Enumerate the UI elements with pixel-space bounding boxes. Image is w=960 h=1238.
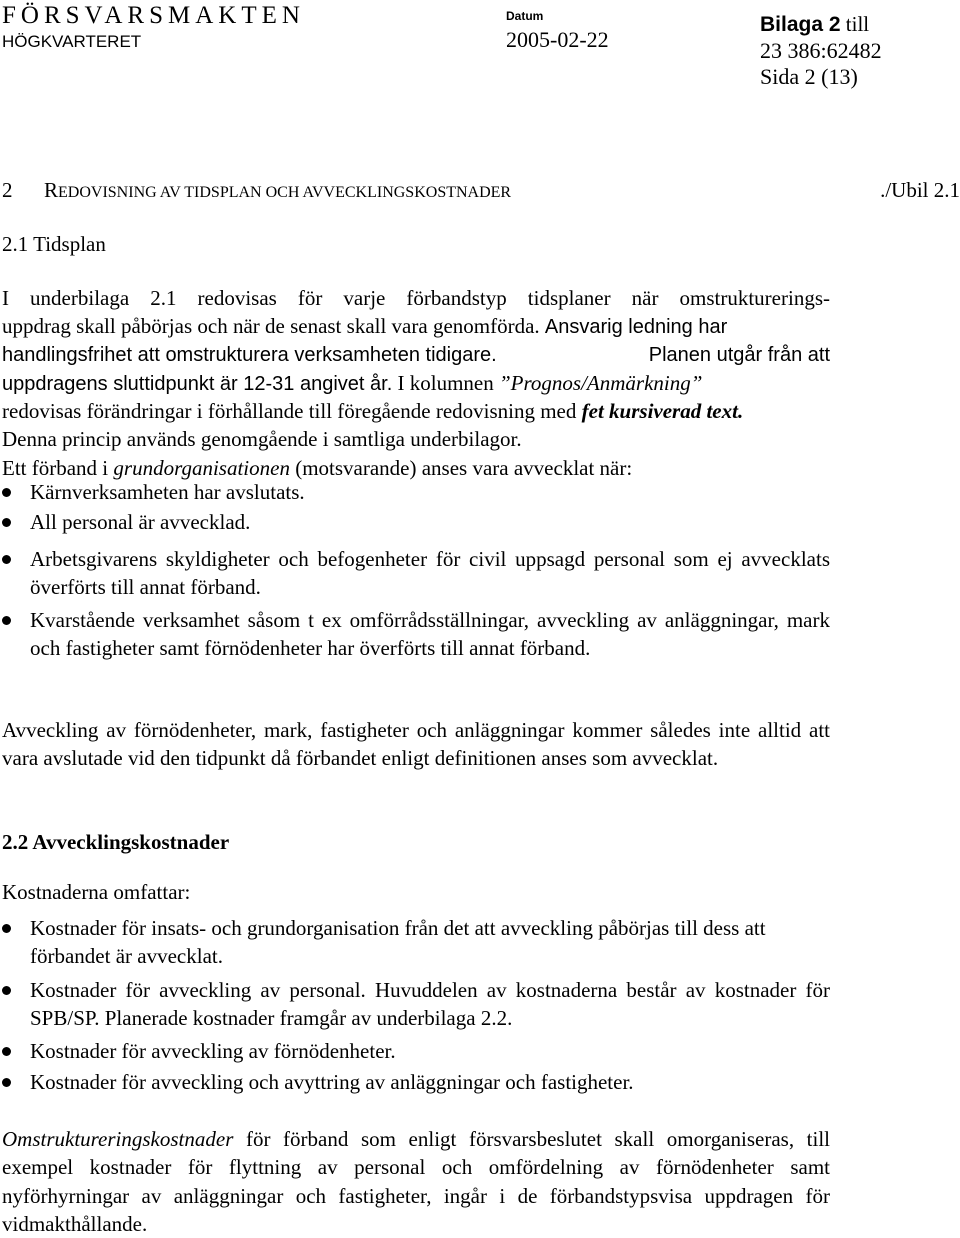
bilaga-bold: Bilaga 2 bbox=[760, 13, 841, 36]
section-title-first: R bbox=[44, 178, 59, 202]
paragraph-text: I kolumnen bbox=[397, 370, 494, 395]
omstrukturering-paragraph bbox=[2, 1125, 830, 1238]
department-name: HÖGKVARTERET bbox=[2, 32, 142, 51]
column-name-italic: ”Prognos/Anmärkning” bbox=[499, 370, 703, 395]
list-item: Kvarstående verksamhet såsom t ex omförrådsställningar, avveckling av anläggningar, mark och fastigheter samt förnödenheter har överförts till annat förband. bbox=[30, 608, 830, 661]
bullet-icon bbox=[2, 1078, 11, 1087]
paragraph-line: handlingsfrihet att omstrukturera verksamheten tidigare. bbox=[2, 343, 497, 366]
paragraph-text: uppdrag skall påbörjas och när de senast skall vara genomförda. bbox=[2, 314, 540, 339]
bullet-icon bbox=[2, 518, 11, 527]
paragraph-line: I underbilaga 2.1 redovisas för varje förbandstyp tidsplaner när omstrukturerings- bbox=[2, 286, 830, 310]
paragraph-text-sans: Planen utgår från att bbox=[648, 343, 830, 366]
paragraph-line bbox=[2, 369, 830, 397]
list-item: Kostnader för insats- och grundorganisation från det att avveckling påbörjas till dess att förbandet är avvecklat. bbox=[30, 916, 766, 969]
list-item: Kärnverksamheten har avslutats. bbox=[30, 480, 305, 504]
avveckling-paragraph: Avveckling av förnödenheter, mark, fastigheter och anläggningar kommer således inte alltid att vara avslutade vid den tidpunkt då förbandet enligt definitionen anses som avvecklat. bbox=[2, 718, 830, 771]
organization-name: FÖRSVARSMAKTEN bbox=[2, 2, 305, 29]
paragraph-text-sans: Ansvarig ledning har bbox=[544, 316, 728, 339]
list-item: Arbetsgivarens skyldigheter och befogenheter för civil uppsagd personal som ej avvecklats överförts till annat förband. bbox=[30, 547, 830, 600]
bullet-icon bbox=[2, 1047, 11, 1056]
paragraph-text: Ett förband i bbox=[2, 455, 109, 480]
costs-intro: Kostnaderna omfattar: bbox=[2, 880, 191, 904]
section-reference: ./Ubil 2.1 bbox=[880, 178, 960, 202]
date-label: Datum bbox=[506, 9, 544, 23]
paragraph-text: redovisas förändringar i förhållande till föregående redovisning med bbox=[2, 399, 577, 424]
bold-italic-text: fet kursiverad text. bbox=[581, 399, 744, 424]
bullet-icon bbox=[2, 924, 11, 933]
paragraph-line bbox=[2, 397, 830, 425]
italic-term: Omstruktureringskostnader bbox=[2, 1127, 234, 1151]
paragraph-line: Denna princip används genomgående i samtliga underbilagor. bbox=[2, 427, 522, 452]
bullet-icon bbox=[2, 488, 11, 497]
date-value: 2005-02-22 bbox=[506, 27, 609, 52]
bilaga-rest: till bbox=[840, 12, 870, 36]
paragraph-text: (motsvarande) anses vara avvecklat när: bbox=[295, 455, 633, 480]
section-title-rest: EDOVISNING AV TIDSPLAN OCH AVVECKLINGSKOSTNADER bbox=[58, 184, 512, 201]
page-number: Sida 2 (13) bbox=[760, 64, 858, 89]
tidsplan-paragraph bbox=[2, 284, 830, 482]
list-item: All personal är avvecklad. bbox=[30, 510, 251, 534]
bilaga-label bbox=[760, 12, 869, 37]
list-item: Kostnader för avveckling av förnödenheter. bbox=[30, 1039, 396, 1063]
paragraph-text: för förband som enligt försvarsbeslutet skall omorganiseras, till exempel kostnader för flyttning av personal och omfördelning av förnödenheter samt nyförhyrningar av anläggningar och fastigheter, ingår i de förbandstypsvisa uppdragen för vidmakthållande. bbox=[2, 1127, 831, 1236]
bullet-icon bbox=[2, 616, 11, 625]
section-number: 2 bbox=[2, 178, 13, 202]
list-item: Kostnader för avveckling och avyttring av anläggningar och fastigheter. bbox=[30, 1070, 634, 1094]
section-heading bbox=[2, 178, 511, 203]
paragraph-text-sans: uppdragens sluttidpunkt är 12-31 angivet år. bbox=[2, 372, 393, 395]
paragraph-line bbox=[2, 312, 830, 340]
italic-term: grundorganisationen bbox=[113, 455, 290, 480]
list-item: Kostnader för avveckling av personal. Huvuddelen av kostnaderna består av kostnader för SPB/SP. Planerade kostnader framgår av underbilaga 2.2. bbox=[30, 978, 830, 1031]
bullet-icon bbox=[2, 986, 11, 995]
subsection-title-tidsplan: 2.1 Tidsplan bbox=[2, 232, 106, 256]
subsection-title-avvecklingskostnader: 2.2 Avvecklingskostnader bbox=[2, 830, 230, 854]
reference-number: 23 386:62482 bbox=[760, 38, 882, 63]
bullet-icon bbox=[2, 555, 11, 564]
